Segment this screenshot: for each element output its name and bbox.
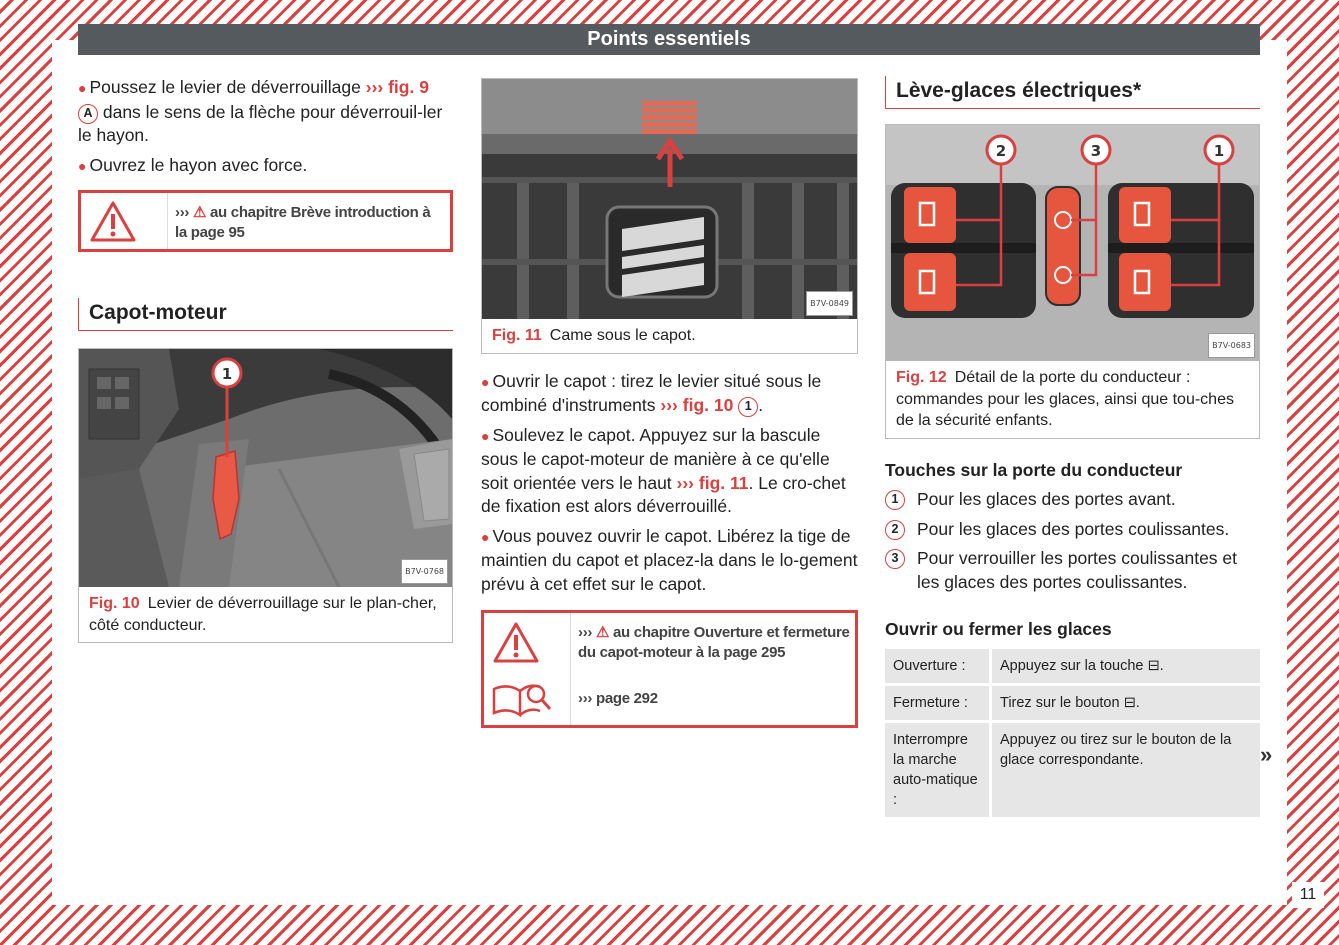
table-cell-value: Tirez sur le bouton ⊟. <box>992 686 1260 720</box>
page-header: Points essentiels <box>78 24 1260 55</box>
table-cell-value: Appuyez ou tirez sur le bouton de la glace correspondante. <box>992 723 1260 817</box>
page-reference-link[interactable]: ››› page 292 <box>578 690 658 707</box>
section-title-capot: Capot-moteur <box>78 298 453 331</box>
bullet-item: ● Ouvrez le hayon avec force. <box>78 154 308 175</box>
figure-caption: Fig. 10 Levier de déverrouillage sur le plan-cher, côté conducteur. <box>89 595 437 634</box>
figure-code: B7V-0768 <box>401 559 448 585</box>
callout-3: 3 <box>1090 142 1102 160</box>
bullet-dot-icon: ● <box>481 427 490 444</box>
figure-10 <box>78 348 453 643</box>
table-cell-label: Fermeture : <box>885 686 992 720</box>
table-row <box>885 686 1260 720</box>
figure-12 <box>885 124 1260 439</box>
table-heading: Ouvrir ou fermer les glaces <box>885 619 1112 639</box>
column-middle <box>481 78 858 728</box>
continue-marker: » <box>1260 742 1273 767</box>
list-item: 1 Pour les glaces des portes avant. <box>885 488 1260 512</box>
book-magnifier-icon <box>490 679 554 719</box>
warning-triangle-icon <box>492 621 540 665</box>
warning-small-icon: ⚠ <box>595 624 610 641</box>
table-row <box>885 649 1260 683</box>
figure-code: B7V-0683 <box>1208 333 1255 359</box>
callout-2: 2 <box>995 142 1007 160</box>
bullet-item: ● Soulevez le capot. Appuyez sur la bascule sous le capot-moteur de manière à ce qu'elle soit orientée vers le haut ››› fig. 11. Le cro-chet de fixation est alors déverrouillé. <box>481 424 846 516</box>
warning-box <box>481 610 858 728</box>
figure-11 <box>481 78 858 354</box>
figure-12-image <box>886 125 1259 361</box>
figure-link[interactable]: ››› fig. 11 <box>676 472 749 493</box>
table-cell-value: Appuyez sur la touche ⊟. <box>992 649 1260 683</box>
list-item: 3 Pour verrouiller les portes coulissantes et les glaces des portes coulissantes. <box>885 547 1260 594</box>
bullet-dot-icon: ● <box>481 528 490 545</box>
callout-1: 1 <box>1213 142 1225 160</box>
figure-11-image <box>482 79 857 319</box>
figure-caption: Fig. 12 Détail de la porte du conducteur : commandes pour les glaces, ainsi que tou-ches de la sécurité enfants. <box>896 369 1234 429</box>
table-row <box>885 723 1260 817</box>
figure-link[interactable]: ››› fig. 9 <box>365 77 429 97</box>
windows-table <box>885 646 1260 820</box>
page-number: 11 <box>1292 882 1324 908</box>
warning-small-icon: ⚠ <box>192 204 207 221</box>
figure-code: B7V-0849 <box>806 291 853 317</box>
section-title-leve-glaces: Lève-glaces électriques* <box>885 76 1260 109</box>
warning-triangle-icon <box>89 200 137 244</box>
warning-text[interactable]: ››› ⚠ au chapitre Brève introduction à la page 95 <box>175 204 431 241</box>
warning-text[interactable]: ››› ⚠ au chapitre Ouverture et fermeture du capot-moteur à la page 295 <box>578 624 850 661</box>
touches-heading: Touches sur la porte du conducteur <box>885 459 1183 480</box>
callout-1: 1 <box>221 365 233 383</box>
column-right <box>885 76 1260 820</box>
marker-circle: 1 <box>738 397 758 417</box>
table-cell-label: Ouverture : <box>885 649 992 683</box>
marker-circle: 1 <box>885 490 905 510</box>
figure-10-image <box>79 349 452 587</box>
column-left <box>78 76 453 643</box>
marker-circle: 3 <box>885 549 905 569</box>
window-switch-icon: ⊟ <box>1123 694 1136 711</box>
figure-caption: Fig. 11 Came sous le capot. <box>492 327 696 344</box>
marker-circle: A <box>78 104 98 124</box>
bullet-item: ● Poussez le levier de déverrouillage ››› fig. 9 A dans le sens de la flèche pour déverrouil-ler le hayon. <box>78 77 443 145</box>
list-item: 2 Pour les glaces des portes coulissantes. <box>885 518 1260 542</box>
window-switch-icon: ⊟ <box>1147 657 1160 674</box>
bullet-dot-icon: ● <box>481 373 490 390</box>
bullet-item: ● Vous pouvez ouvrir le capot. Libérez la tige de maintien du capot et placez-la dans le lo-gement prévu à cet effet sur le capot. <box>481 525 858 594</box>
bullet-dot-icon: ● <box>78 80 87 96</box>
table-cell-label: Interrompre la marche auto-matique : <box>885 723 992 817</box>
figure-link[interactable]: ››› fig. 10 <box>660 395 734 415</box>
marker-circle: 2 <box>885 520 905 540</box>
warning-box <box>78 190 453 252</box>
bullet-dot-icon: ● <box>78 157 87 174</box>
bullet-item: ● Ouvrir le capot : tirez le levier situé sous le combiné d'instruments ››› fig. 10 1 . <box>481 370 822 415</box>
